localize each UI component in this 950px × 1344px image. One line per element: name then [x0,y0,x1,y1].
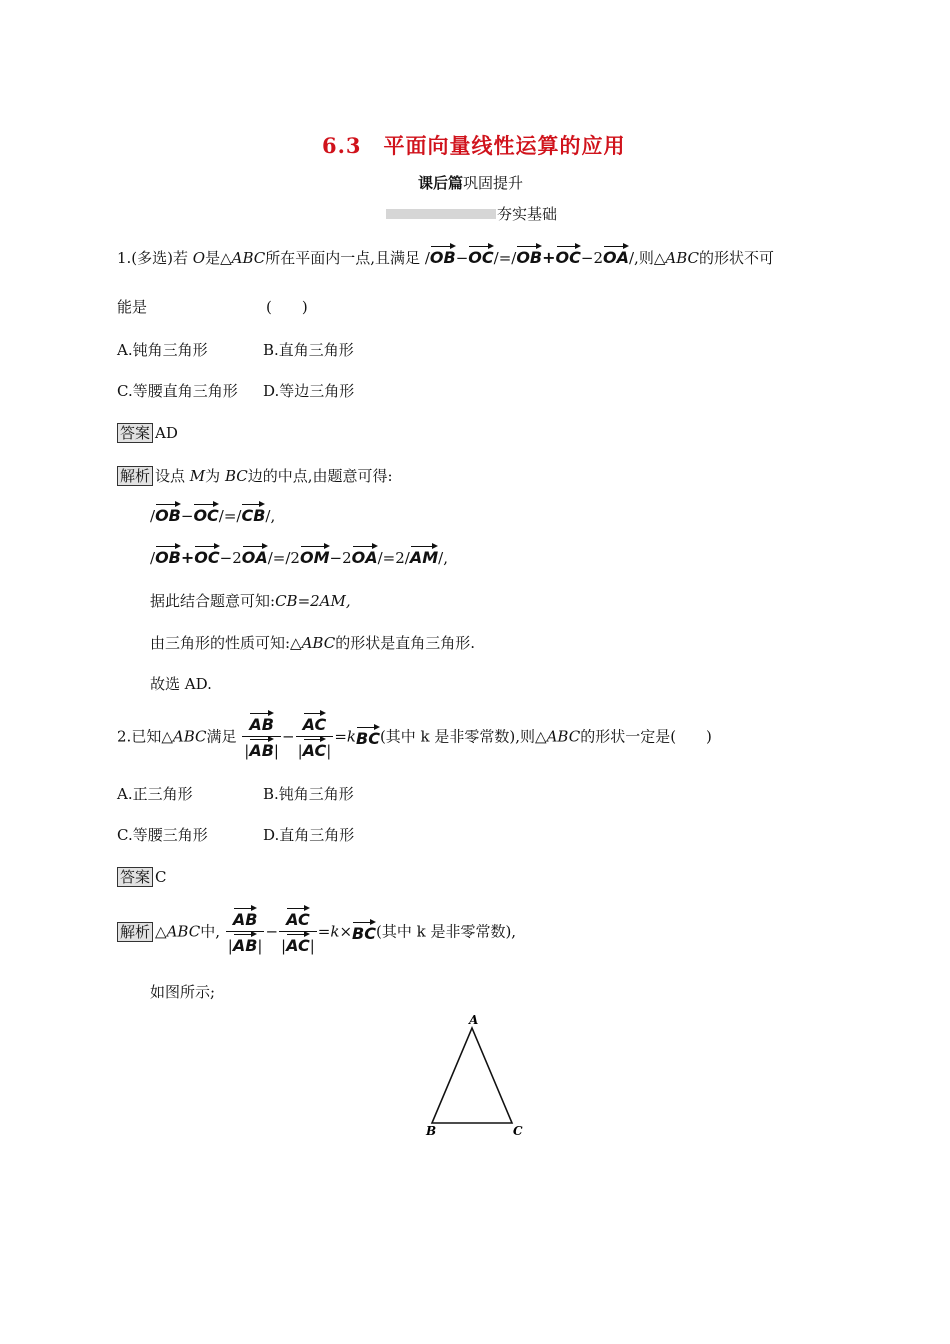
q2-analysis: 解析 △ABC中, $\frac{AB}{|AB|}$ − $\frac{AC}{|AC|}$ =k×BC(其中 k 是非零常数), [117,906,516,957]
q1-analysis: 解析 设点 M为 BC边的中点,由题意可得: [117,465,393,487]
q2-figure-caption: 如图所示; [150,983,216,1001]
vertex-label-b: B [426,1124,437,1138]
q1-option-a: A.钝角三角形 [117,341,208,359]
analysis-tag: 解析 [117,466,153,486]
subtitle-rest: 巩固提升 [463,174,524,192]
vec-OC: OC [556,244,581,267]
q2-answer: 答案 C [117,866,167,888]
vec-AM: AM [410,544,438,567]
q2-option-c: C.等腰三角形 [117,826,208,844]
q1-step-1: /OB−OC/=/CB/, [150,502,275,527]
frac-AB: $\frac{AB}{|AB|}$ [242,711,281,762]
q1-conclusion-1: 据此结合题意可知:CB=2AM, [150,592,351,610]
q1-stem-line2: 能是 [117,298,148,316]
q2-option-a: A.正三角形 [117,785,193,803]
subtitle [418,172,523,193]
vec-OA: OA [603,244,629,267]
vec-CB: CB [241,502,265,525]
vec-OB: OB [430,244,456,267]
q1-paren: ( ) [266,298,308,316]
vec-AB: AB [249,711,274,734]
vertex-label-a: A [469,1013,479,1027]
q2-option-d: D.直角三角形 [263,826,355,844]
page-title: 6.3 平面向量线性运算的应用 [322,133,626,158]
subtitle-bold: 课后篇 [418,174,464,192]
section-bar [386,209,496,219]
triangle-abc [432,1028,512,1123]
q1-option-b: B.直角三角形 [263,341,354,359]
q2-option-b: B.钝角三角形 [263,785,354,803]
vec-OC: OC [468,244,493,267]
vec-AC: AC [303,711,327,734]
vec-OB: OB [516,244,542,267]
q1-final: 故选 AD. [150,675,212,693]
q1-step-2: /OB+OC−2OA/=/2OM−2OA/=2/AM/, [150,544,448,569]
q1-option-c: C.等腰直角三角形 [117,382,238,400]
q2-stem: 2.已知△ABC满足 $\frac{AB}{|AB|}$ − $\frac{AC}{|AC|}$ =kBC(其中 k 是非零常数),则△ABC的形状一定是( ) [117,711,712,762]
triangle-figure [420,1010,530,1140]
q1-conclusion-2: 由三角形的性质可知:△ABC的形状是直角三角形. [150,634,475,652]
vec-BC: BC [356,725,380,748]
q1-stem: 1.(多选)若 O是△ABC所在平面内一点,且满足 /OB−OC/=/OB+OC−2OA/,则△ABC的形状不可 [117,244,774,269]
frac-AC: $\frac{AC}{|AC|}$ [296,711,334,762]
q1-answer: 答案 AD [117,422,178,444]
answer-tag: 答案 [117,423,153,443]
q1-option-d: D.等边三角形 [263,382,355,400]
vec-OM: OM [300,544,330,567]
section-heading: 夯实基础 [497,205,558,223]
vertex-label-c: C [513,1124,523,1138]
